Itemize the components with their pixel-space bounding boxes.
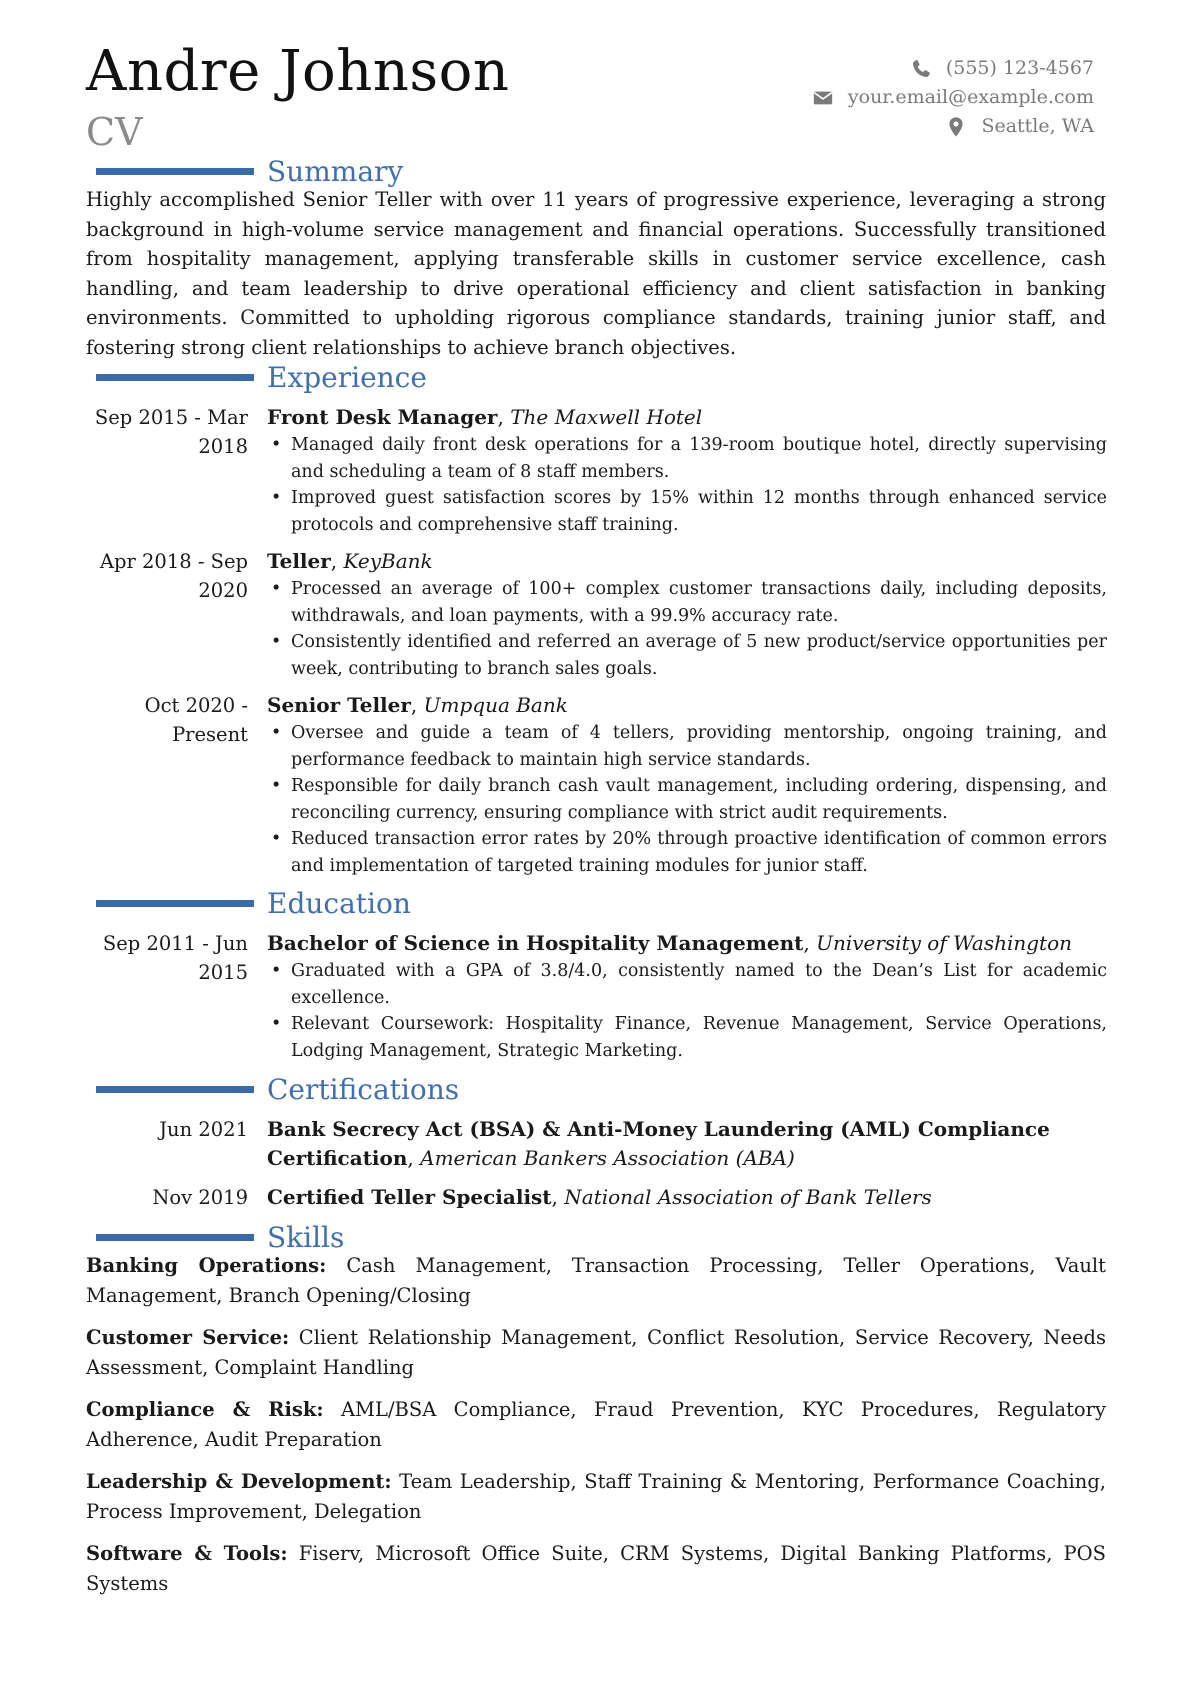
list-item: • Reduced transaction error rates by 20% through proactive identification of common errors and implementation of targeted training modules for junior staff. bbox=[267, 826, 1107, 879]
contact-phone-text[interactable]: (555) 123-4567 bbox=[945, 57, 1094, 79]
list-item: • Oversee and guide a team of 4 tellers, providing mentorship, ongoing training, and performance feedback to maintain high service standards. bbox=[267, 720, 1107, 773]
person-name: Andre Johnson bbox=[86, 39, 510, 104]
contact-email bbox=[812, 83, 1094, 112]
skill-group bbox=[86, 1251, 1106, 1310]
list-item: • Processed an average of 100+ complex customer transactions daily, including deposits, withdrawals, and loan payments, with a 99.9% accuracy rate. bbox=[267, 576, 1107, 629]
entry-title: Front Desk Manager, The Maxwell Hotel bbox=[267, 405, 703, 429]
section-accent-bar bbox=[96, 168, 254, 175]
certification-name: Bank Secrecy Act (BSA) & Anti-Money Laundering (AML) Compliance Certification bbox=[267, 1117, 1050, 1170]
entry-title: Certified Teller Specialist, National Association of Bank Tellers bbox=[267, 1185, 932, 1209]
entry-bullets bbox=[267, 576, 1107, 682]
skill-list: Fiserv, Microsoft Office Suite, CRM Systems, Digital Banking Platforms, POS Systems bbox=[86, 1542, 1107, 1595]
entry-institution: University of Washington bbox=[816, 931, 1073, 955]
skill-category: Banking Operations: bbox=[86, 1254, 327, 1277]
entry-date: Sep 2015 - Mar 2018 bbox=[94, 406, 248, 458]
skill-category: Customer Service: bbox=[86, 1326, 290, 1349]
entry-organization: The Maxwell Hotel bbox=[510, 405, 703, 429]
skill-list: Team Leadership, Staff Training & Mentoring, Performance Coaching, Process Improvement, Delegation bbox=[86, 1470, 1106, 1523]
document-subtitle: CV bbox=[86, 110, 143, 154]
entry-body bbox=[267, 691, 1107, 879]
entry-organization: Umpqua Bank bbox=[423, 693, 568, 717]
skill-list: AML/BSA Compliance, Fraud Prevention, KYC Procedures, Regulatory Adherence, Audit Preparation bbox=[86, 1398, 1107, 1451]
entry-date: Nov 2019 bbox=[152, 1186, 248, 1209]
entry-body bbox=[267, 547, 1107, 682]
entry-title: Bachelor of Science in Hospitality Management, University of Washington bbox=[267, 931, 1073, 955]
entry-title: Teller, KeyBank bbox=[267, 549, 433, 573]
phone-icon bbox=[910, 58, 932, 80]
section-accent-bar bbox=[96, 374, 254, 381]
entry-role: Senior Teller bbox=[267, 693, 411, 717]
certification-name: Certified Teller Specialist bbox=[267, 1185, 552, 1209]
section-education-heading bbox=[96, 887, 1096, 923]
list-item: • Improved guest satisfaction scores by 15% within 12 months through enhanced service protocols and comprehensive staff training. bbox=[267, 485, 1107, 538]
section-title: Certifications bbox=[267, 1073, 460, 1106]
contact-location bbox=[812, 112, 1094, 141]
entry-bullets bbox=[267, 720, 1107, 879]
entry-body bbox=[267, 1115, 1107, 1173]
entry-body bbox=[267, 403, 1107, 538]
contact-location-text: Seattle, WA bbox=[981, 115, 1094, 137]
entry-date: Sep 2011 - Jun 2015 bbox=[102, 932, 248, 984]
entry-date: Apr 2018 - Sep 2020 bbox=[99, 550, 248, 602]
section-accent-bar bbox=[96, 900, 254, 907]
section-title: Skills bbox=[267, 1221, 345, 1254]
certification-issuer: National Association of Bank Tellers bbox=[564, 1185, 932, 1209]
section-title: Summary bbox=[267, 155, 404, 188]
entry-title: Bank Secrecy Act (BSA) & Anti-Money Laundering (AML) Compliance Certification, American Bankers Association (ABA) bbox=[267, 1117, 1050, 1170]
entry-role: Teller bbox=[267, 549, 331, 573]
entry-date: Oct 2020 - Present bbox=[144, 694, 248, 746]
summary-text: Highly accomplished Senior Teller with over 11 years of progressive experience, leveraging a strong background in high-volume service management and financial operations. Successfully transitioned from hospitality management, applying transferable skills in customer service excellence, cash handling, and team leadership to drive operational efficiency and client satisfaction in banking environments. Committed to upholding rigorous compliance standards, training junior staff, and fostering strong client relationships to achieve branch objectives. bbox=[86, 188, 1106, 359]
envelope-icon bbox=[812, 87, 834, 109]
entry-role: Front Desk Manager bbox=[267, 405, 498, 429]
section-accent-bar bbox=[96, 1086, 254, 1093]
skill-group bbox=[86, 1467, 1106, 1526]
entry-title: Senior Teller, Umpqua Bank bbox=[267, 693, 568, 717]
section-title: Experience bbox=[267, 361, 427, 394]
list-item: • Graduated with a GPA of 3.8/4.0, consistently named to the Dean’s List for academic excellence. bbox=[267, 958, 1107, 1011]
entry-date: Jun 2021 bbox=[159, 1118, 248, 1141]
section-experience-heading bbox=[96, 361, 1096, 397]
entry-body bbox=[267, 1183, 1107, 1212]
certification-issuer: American Bankers Association (ABA) bbox=[420, 1146, 795, 1170]
skill-list: Cash Management, Transaction Processing, Teller Operations, Vault Management, Branch Opening/Closing bbox=[86, 1254, 1106, 1307]
entry-organization: KeyBank bbox=[343, 549, 433, 573]
section-accent-bar bbox=[96, 1234, 254, 1241]
section-certifications-heading bbox=[96, 1073, 1096, 1109]
contact-block bbox=[812, 54, 1094, 141]
skill-list: Client Relationship Management, Conflict Resolution, Service Recovery, Needs Assessment, Complaint Handling bbox=[86, 1326, 1107, 1379]
skill-group bbox=[86, 1539, 1106, 1598]
entry-bullets bbox=[267, 432, 1107, 538]
list-item: • Managed daily front desk operations for a 139-room boutique hotel, directly supervising and scheduling a team of 8 staff members. bbox=[267, 432, 1107, 485]
list-item: • Responsible for daily branch cash vault management, including ordering, dispensing, and reconciling currency, ensuring compliance with strict audit requirements. bbox=[267, 773, 1107, 826]
entry-degree: Bachelor of Science in Hospitality Management bbox=[267, 931, 804, 955]
entry-bullets bbox=[267, 958, 1107, 1064]
entry-body bbox=[267, 929, 1107, 1064]
list-item: • Consistently identified and referred an average of 5 new product/service opportunities per week, contributing to branch sales goals. bbox=[267, 629, 1107, 682]
skill-category: Leadership & Development: bbox=[86, 1470, 392, 1493]
section-title: Education bbox=[267, 887, 411, 920]
skill-category: Compliance & Risk: bbox=[86, 1398, 324, 1421]
contact-phone bbox=[812, 54, 1094, 83]
list-item: • Relevant Coursework: Hospitality Finance, Revenue Management, Service Operations, Lodging Management, Strategic Marketing. bbox=[267, 1011, 1107, 1064]
skill-group bbox=[86, 1395, 1106, 1454]
map-pin-icon bbox=[945, 116, 967, 138]
skill-group bbox=[86, 1323, 1106, 1382]
contact-email-text[interactable]: your.email@example.com bbox=[847, 86, 1094, 108]
skill-category: Software & Tools: bbox=[86, 1542, 288, 1565]
